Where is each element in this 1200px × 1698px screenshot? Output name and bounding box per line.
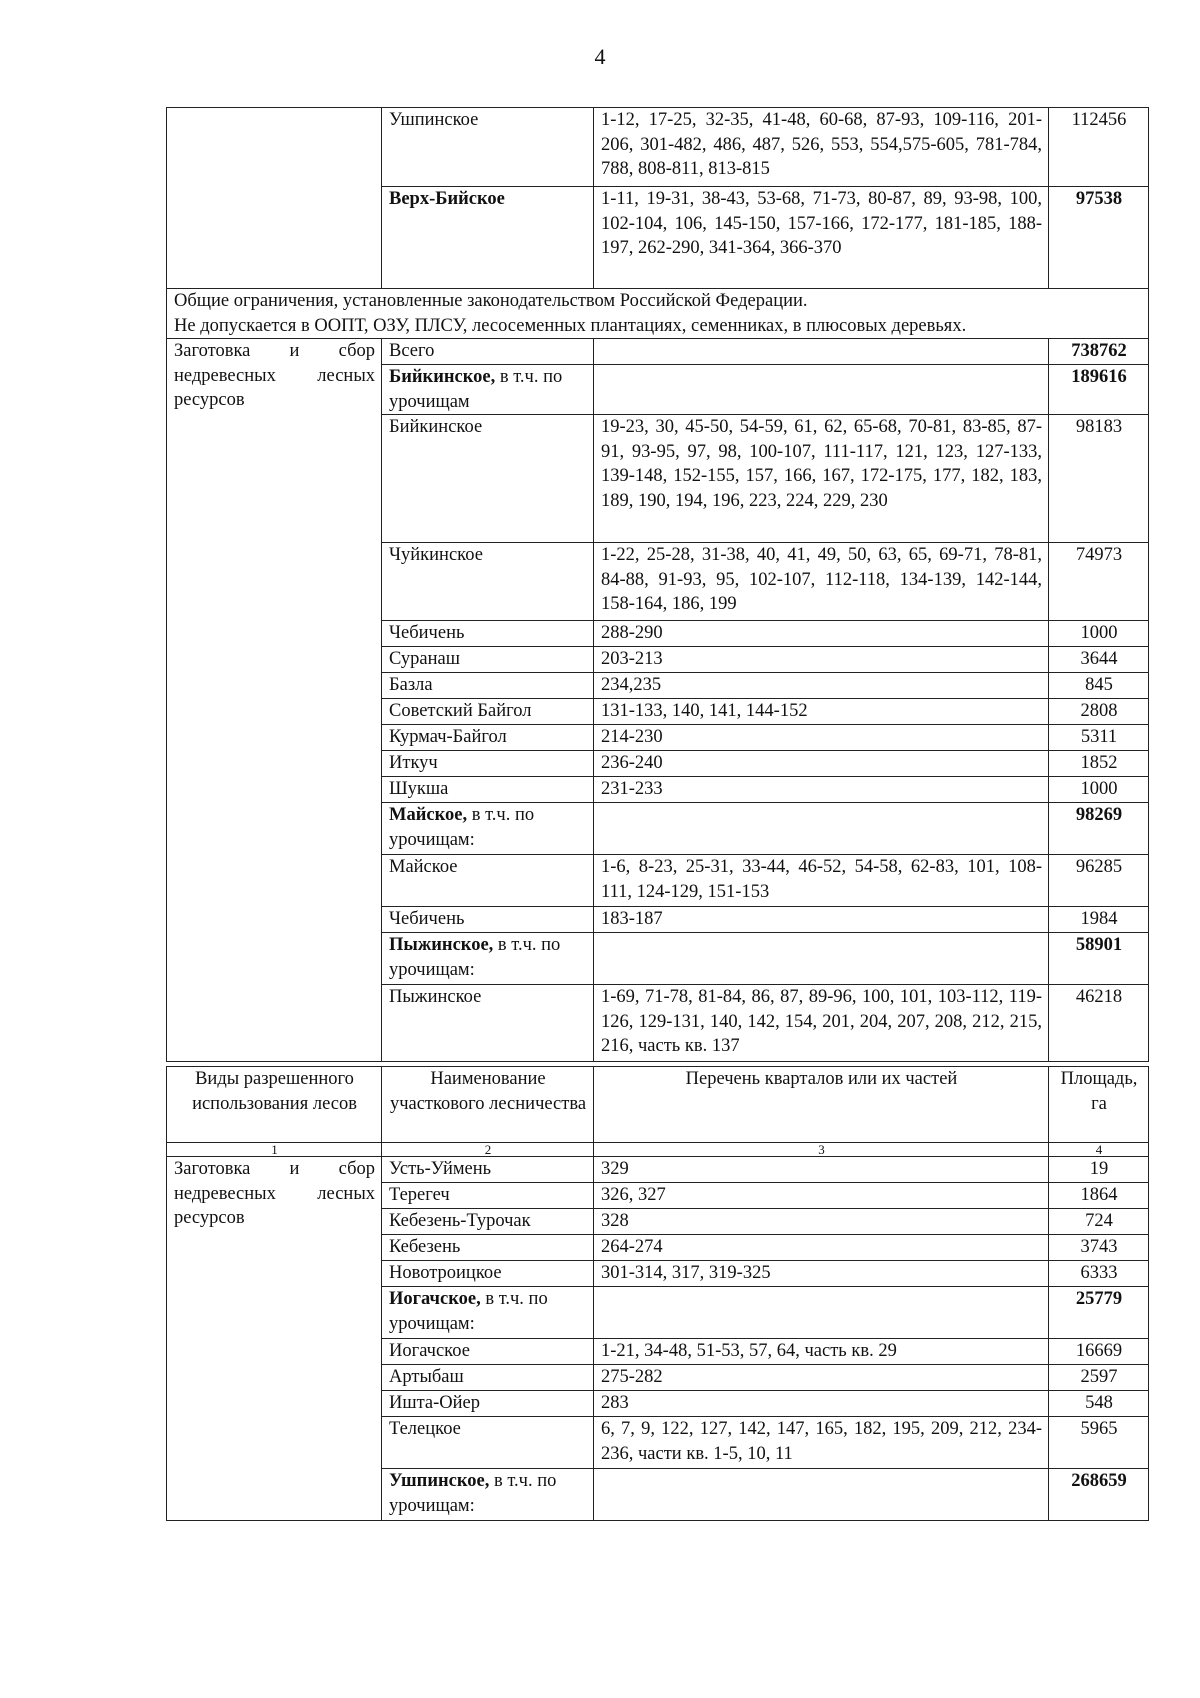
forestry-group-label: Иогачское, bbox=[389, 1289, 481, 1309]
area-value: 724 bbox=[1049, 1209, 1149, 1235]
tract-name: Иогачское bbox=[382, 1339, 594, 1365]
area-value: 3743 bbox=[1049, 1235, 1149, 1261]
area-value: 1984 bbox=[1049, 907, 1149, 933]
activity-type: Заготовка и сбор недревесных лесных ресурсов bbox=[167, 339, 382, 1062]
tract-name: Пыжинское bbox=[382, 985, 594, 1062]
column-number: 4 bbox=[1049, 1143, 1149, 1157]
area-value: 1000 bbox=[1049, 777, 1149, 803]
quarters-list: 236-240 bbox=[594, 751, 1049, 777]
page-number: 4 bbox=[594, 44, 606, 69]
area-value: 1852 bbox=[1049, 751, 1149, 777]
quarters-list: 329 bbox=[594, 1157, 1049, 1183]
area-value: 74973 bbox=[1049, 543, 1149, 621]
forestry-group-name bbox=[382, 1469, 594, 1521]
tract-name: Ишта-Ойер bbox=[382, 1391, 594, 1417]
area-value: 5311 bbox=[1049, 725, 1149, 751]
quarters-list: 1-11, 19-31, 38-43, 53-68, 71-73, 80-87, 89, 93-98, 100, 102-104, 106, 145-150, 157-166, 172-177, 181-185, 188-197, 262-290, 341-364, 366-370 bbox=[594, 187, 1049, 289]
total-row bbox=[167, 339, 1149, 365]
activity-cell-empty bbox=[167, 108, 382, 289]
quarters-list bbox=[594, 1287, 1049, 1339]
column-number: 3 bbox=[594, 1143, 1049, 1157]
tract-name: Кебезень bbox=[382, 1235, 594, 1261]
tract-name: Базла bbox=[382, 673, 594, 699]
restrictions-line-2: Не допускается в ООПТ, ОЗУ, ПЛСУ, лесосеменных плантациях, семенниках, в плюсовых деревьях. bbox=[174, 315, 967, 336]
area-value: 189616 bbox=[1049, 365, 1149, 415]
header-quarters: Перечень кварталов или их частей bbox=[594, 1067, 1049, 1143]
area-value: 98183 bbox=[1049, 415, 1149, 543]
quarters-list: 283 bbox=[594, 1391, 1049, 1417]
tract-name: Майское bbox=[382, 855, 594, 907]
header-forestry-name: Наименование участкового лесничества bbox=[382, 1067, 594, 1143]
tract-name: Кебезень-Турочак bbox=[382, 1209, 594, 1235]
quarters-list: 234,235 bbox=[594, 673, 1049, 699]
area-value: 6333 bbox=[1049, 1261, 1149, 1287]
forestry-name: Ушпинское bbox=[382, 108, 594, 187]
table-header-row bbox=[167, 1067, 1149, 1143]
forestry-group-name bbox=[382, 933, 594, 985]
quarters-list: 214-230 bbox=[594, 725, 1049, 751]
total-area: 738762 bbox=[1049, 339, 1149, 365]
area-value: 3644 bbox=[1049, 647, 1149, 673]
total-label: Всего bbox=[382, 339, 594, 365]
area-value: 845 bbox=[1049, 673, 1149, 699]
forestry-group-label: Бийкинское, bbox=[389, 367, 496, 387]
area-value: 1864 bbox=[1049, 1183, 1149, 1209]
header-usage-type: Виды разрешенного использования лесов bbox=[167, 1067, 382, 1143]
tract-name: Чуйкинское bbox=[382, 543, 594, 621]
column-number: 2 bbox=[382, 1143, 594, 1157]
area-value: 58901 bbox=[1049, 933, 1149, 985]
quarters-list: 231-233 bbox=[594, 777, 1049, 803]
forestry-group-suffix: в т.ч. по урочищам: bbox=[389, 1289, 548, 1334]
quarters-list: 1-6, 8-23, 25-31, 33-44, 46-52, 54-58, 62-83, 101, 108-111, 124-129, 151-153 bbox=[594, 855, 1049, 907]
forestry-group-suffix: в т.ч. по урочищам: bbox=[389, 935, 561, 980]
forestry-group-suffix: в т.ч. по урочищам: bbox=[389, 805, 535, 850]
forestry-name: Верх-Бийское bbox=[382, 187, 594, 289]
quarters-list: 264-274 bbox=[594, 1235, 1049, 1261]
quarters-list bbox=[594, 1469, 1049, 1521]
forestry-group-name bbox=[382, 365, 594, 415]
area-value: 98269 bbox=[1049, 803, 1149, 855]
area-value: 19 bbox=[1049, 1157, 1149, 1183]
forest-table-continuation bbox=[166, 107, 1149, 1062]
area-value: 25779 bbox=[1049, 1287, 1149, 1339]
quarters-list: 131-133, 140, 141, 144-152 bbox=[594, 699, 1049, 725]
tract-name: Терегеч bbox=[382, 1183, 594, 1209]
column-number: 1 bbox=[167, 1143, 382, 1157]
tract-name: Усть-Уймень bbox=[382, 1157, 594, 1183]
quarters-list: 328 bbox=[594, 1209, 1049, 1235]
quarters-list: 1-22, 25-28, 31-38, 40, 41, 49, 50, 63, 65, 69-71, 78-81, 84-88, 91-93, 95, 102-107, 112-118, 134-139, 142-144, 158-164, 186, 199 bbox=[594, 543, 1049, 621]
tract-name: Артыбаш bbox=[382, 1365, 594, 1391]
forest-table bbox=[166, 1066, 1149, 1521]
column-number-row bbox=[167, 1143, 1149, 1157]
area-value: 46218 bbox=[1049, 985, 1149, 1062]
tract-name: Телецкое bbox=[382, 1417, 594, 1469]
quarters-list: 6, 7, 9, 122, 127, 142, 147, 165, 182, 195, 209, 212, 234-236, части кв. 1-5, 10, 11 bbox=[594, 1417, 1049, 1469]
area-value: 96285 bbox=[1049, 855, 1149, 907]
forestry-group-label: Майское, bbox=[389, 805, 468, 825]
area-value: 2597 bbox=[1049, 1365, 1149, 1391]
quarters-list: 1-69, 71-78, 81-84, 86, 87, 89-96, 100, 101, 103-112, 119-126, 129-131, 140, 142, 154, 201, 204, 207, 208, 212, 215, 216, часть кв. 137 bbox=[594, 985, 1049, 1062]
quarters-list bbox=[594, 933, 1049, 985]
quarters-list bbox=[594, 803, 1049, 855]
quarters-list: 183-187 bbox=[594, 907, 1049, 933]
area-value: 5965 bbox=[1049, 1417, 1149, 1469]
tract-name: Шукша bbox=[382, 777, 594, 803]
tract-name: Курмач-Байгол bbox=[382, 725, 594, 751]
tract-name: Чебичень bbox=[382, 907, 594, 933]
area-value: 97538 bbox=[1049, 187, 1149, 289]
header-area: Площадь, га bbox=[1049, 1067, 1149, 1143]
forestry-group-suffix: в т.ч. по урочищам: bbox=[389, 1471, 557, 1516]
forestry-group-suffix: в т.ч. по урочищам bbox=[389, 367, 563, 412]
quarters-list: 1-21, 34-48, 51-53, 57, 64, часть кв. 29 bbox=[594, 1339, 1049, 1365]
tract-name: Иткуч bbox=[382, 751, 594, 777]
quarters-list: 288-290 bbox=[594, 621, 1049, 647]
quarters-list: 203-213 bbox=[594, 647, 1049, 673]
forestry-group-name bbox=[382, 1287, 594, 1339]
table-row bbox=[167, 108, 1149, 187]
area-value: 548 bbox=[1049, 1391, 1149, 1417]
activity-type: Заготовка и сбор недревесных лесных ресурсов bbox=[167, 1157, 382, 1521]
area-value: 1000 bbox=[1049, 621, 1149, 647]
tract-name: Чебичень bbox=[382, 621, 594, 647]
forestry-group-name bbox=[382, 803, 594, 855]
area-value: 268659 bbox=[1049, 1469, 1149, 1521]
restrictions-row bbox=[167, 289, 1149, 339]
area-value: 16669 bbox=[1049, 1339, 1149, 1365]
restrictions-line-1: Общие ограничения, установленные законодательством Российской Федерации. bbox=[174, 291, 808, 311]
quarters-list: 275-282 bbox=[594, 1365, 1049, 1391]
area-value: 112456 bbox=[1049, 108, 1149, 187]
tract-name: Суранаш bbox=[382, 647, 594, 673]
forestry-group-label: Пыжинское, bbox=[389, 935, 494, 955]
tract-name: Новотроицкое bbox=[382, 1261, 594, 1287]
quarters-list: 1-12, 17-25, 32-35, 41-48, 60-68, 87-93, 109-116, 201-206, 301-482, 486, 487, 526, 553, 554,575-605, 781-784, 788, 808-811, 813-815 bbox=[594, 108, 1049, 187]
quarters-list bbox=[594, 339, 1049, 365]
area-value: 2808 bbox=[1049, 699, 1149, 725]
quarters-list: 326, 327 bbox=[594, 1183, 1049, 1209]
restrictions-cell bbox=[167, 289, 1149, 339]
table-row bbox=[167, 1157, 1149, 1183]
quarters-list bbox=[594, 365, 1049, 415]
forestry-group-label: Ушпинское, bbox=[389, 1471, 490, 1491]
tract-name: Советский Байгол bbox=[382, 699, 594, 725]
quarters-list: 19-23, 30, 45-50, 54-59, 61, 62, 65-68, 70-81, 83-85, 87-91, 93-95, 97, 98, 100-107, 111-117, 121, 123, 127-133, 139-148, 152-155, 157, 166, 167, 172-175, 177, 182, 183, 189, 190, 194, 196, 223, 224, 229, 230 bbox=[594, 415, 1049, 543]
quarters-list: 301-314, 317, 319-325 bbox=[594, 1261, 1049, 1287]
tract-name: Бийкинское bbox=[382, 415, 594, 543]
